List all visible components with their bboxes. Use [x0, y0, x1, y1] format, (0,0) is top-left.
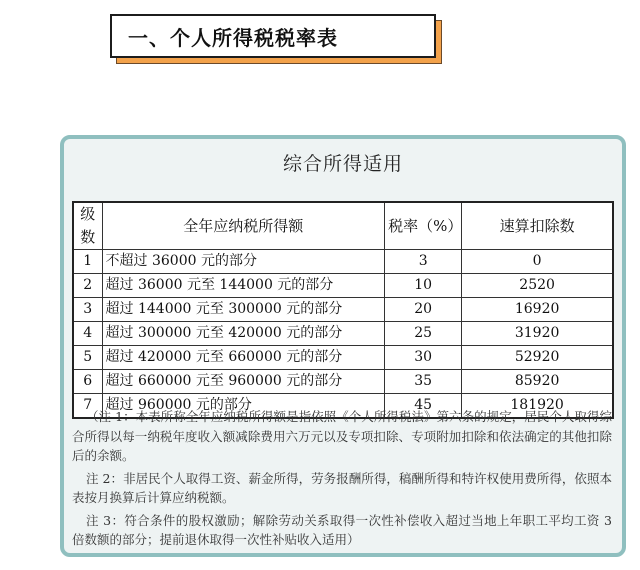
cell-rate: 30 [385, 346, 462, 370]
cell-level: 5 [73, 346, 102, 370]
cell-rate: 25 [385, 322, 462, 346]
cell-level: 4 [73, 322, 102, 346]
note-2: 注 2：非居民个人取得工资、薪金所得，劳务报酬所得，稿酬所得和特许权使用费所得，依照本表按月换算后计算应纳税额。 [72, 470, 612, 505]
heading-title: 一、个人所得税税率表 [128, 25, 338, 50]
table-row [73, 274, 613, 298]
panel-title: 综合所得适用 [282, 153, 403, 175]
header-quick-deduction: 速算扣除数 [462, 202, 613, 250]
cell-level: 2 [73, 274, 102, 298]
cell-deduction: 85920 [462, 370, 613, 394]
table-notes [72, 407, 612, 553]
cell-range: 超过 960000 元的部分 [102, 394, 385, 419]
cell-deduction: 0 [462, 250, 613, 274]
tax-rate-table [72, 201, 614, 419]
cell-deduction: 52920 [462, 346, 613, 370]
cell-rate: 10 [385, 274, 462, 298]
heading-box [110, 14, 436, 58]
cell-level: 7 [73, 394, 102, 419]
header-level: 级数 [73, 202, 102, 250]
cell-deduction: 16920 [462, 298, 613, 322]
note-1: （注 1：本表所称全年应纳税所得额是指依照《个人所得税法》第六条的规定，居民个人取得综合所得以每一纳税年度收入额减除费用六万元以及专项扣除、专项附加扣除和依法确定的其他扣除后的余额。 [72, 409, 612, 463]
cell-rate: 20 [385, 298, 462, 322]
cell-range: 超过 300000 元至 420000 元的部分 [102, 322, 385, 346]
cell-range: 超过 144000 元至 300000 元的部分 [102, 298, 385, 322]
header-tax-rate: 税率（%） [385, 202, 462, 250]
cell-range: 不超过 36000 元的部分 [102, 250, 385, 274]
cell-deduction: 2520 [462, 274, 613, 298]
table-row [73, 298, 613, 322]
header-taxable-income: 全年应纳税所得额 [102, 202, 385, 250]
table-row [73, 346, 613, 370]
cell-rate: 3 [385, 250, 462, 274]
cell-deduction: 31920 [462, 322, 613, 346]
cell-rate: 45 [385, 394, 462, 419]
cell-rate: 35 [385, 370, 462, 394]
cell-level: 3 [73, 298, 102, 322]
cell-level: 1 [73, 250, 102, 274]
cell-range: 超过 660000 元至 960000 元的部分 [102, 370, 385, 394]
cell-level: 6 [73, 370, 102, 394]
table-row [73, 250, 613, 274]
table-header-row [73, 202, 613, 250]
section-heading [110, 14, 442, 64]
cell-deduction: 181920 [462, 394, 613, 419]
table-row [73, 370, 613, 394]
tax-rate-panel [60, 135, 626, 557]
cell-range: 超过 420000 元至 660000 元的部分 [102, 346, 385, 370]
note-3: 注 3：符合条件的股权激励；解除劳动关系取得一次性补偿收入超过当地上年职工平均工资 3 倍数额的部分；提前退休取得一次性补贴收入适用） [72, 512, 612, 547]
cell-range: 超过 36000 元至 144000 元的部分 [102, 274, 385, 298]
table-row [73, 322, 613, 346]
